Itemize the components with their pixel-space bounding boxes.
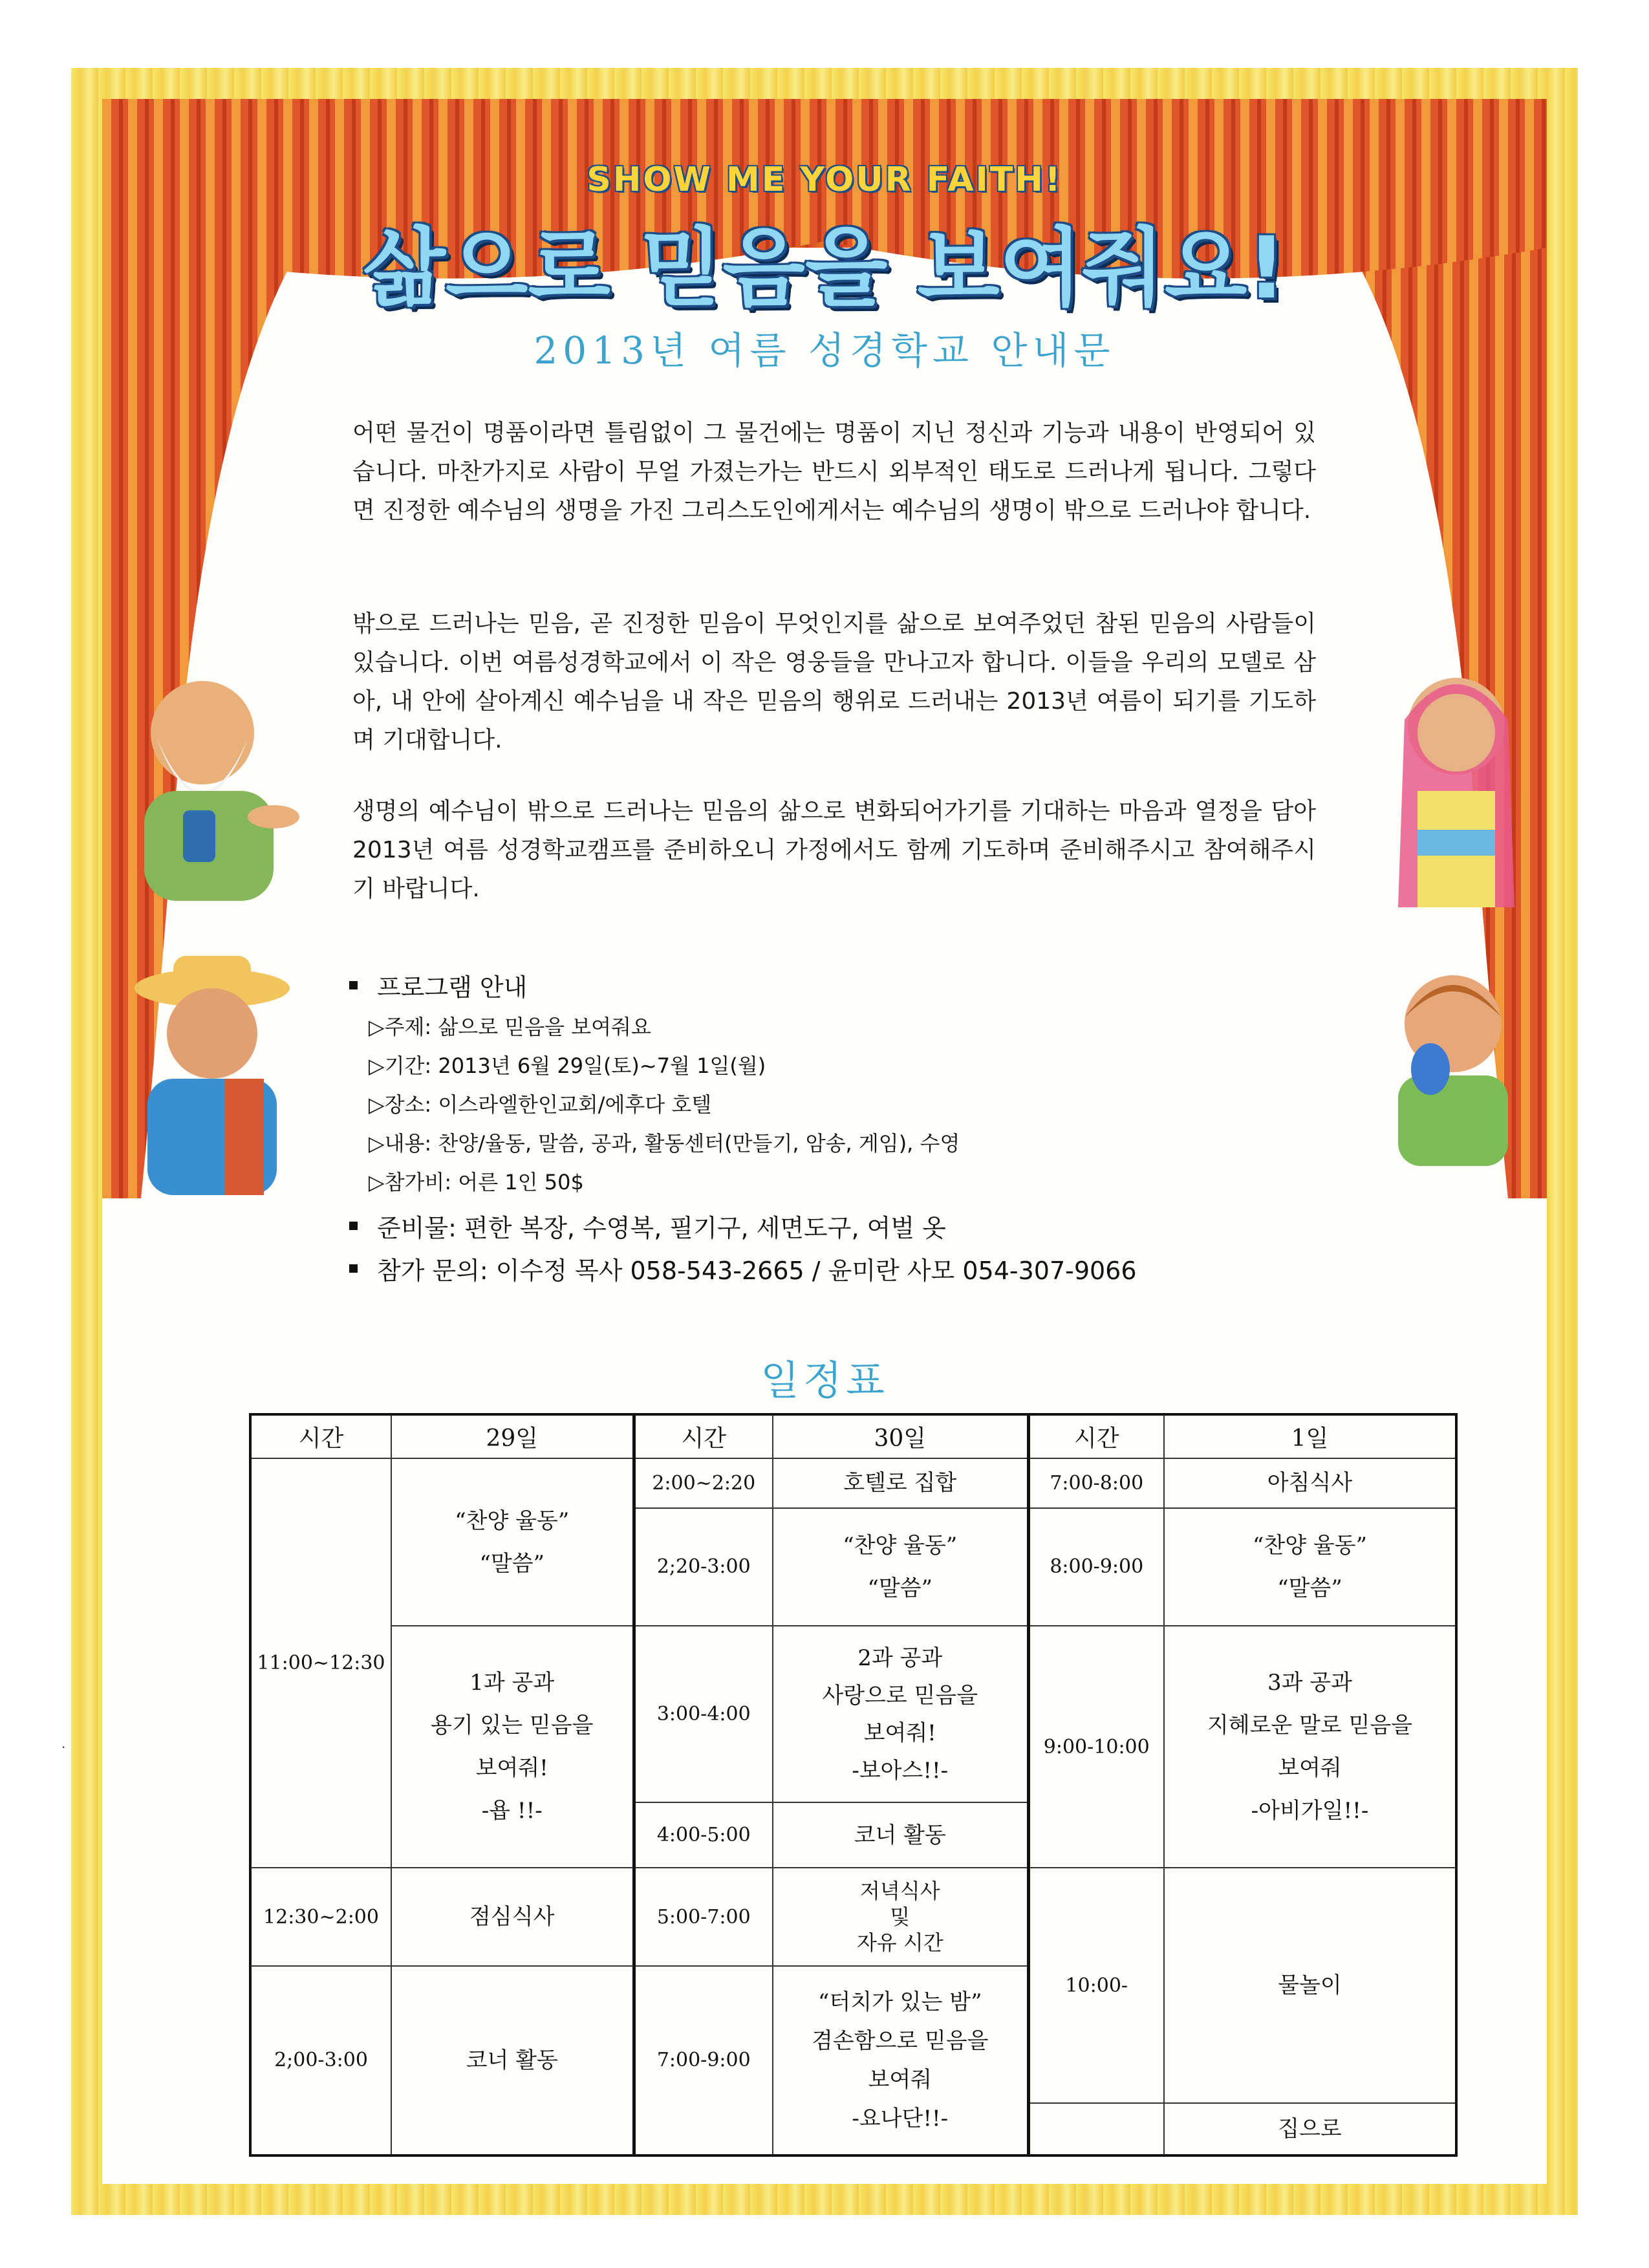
activity-line: 보여줘! <box>863 1720 936 1746</box>
d3-activity-5: 집으로 <box>1164 2103 1456 2155</box>
d1-activity-1 <box>391 1458 634 1626</box>
activity-line: 자유 시간 <box>856 1930 943 1956</box>
d1-activity-2 <box>391 1626 634 1868</box>
d3-activity-3 <box>1164 1626 1456 1868</box>
program-item: ▷기간: 2013년 6월 29일(토)~7월 1일(월) <box>369 1053 766 1078</box>
program-heading-row <box>349 964 1384 1006</box>
d2-time-2: 2;20-3:00 <box>634 1508 773 1626</box>
d1-activity-4: 코너 활동 <box>391 1966 634 2155</box>
activity-line: “말씀” <box>867 1575 932 1601</box>
d2-time-6: 7:00-9:00 <box>634 1966 773 2155</box>
old-man-character-icon <box>118 662 312 907</box>
activity-line: 지혜로운 말로 믿음을 <box>1207 1712 1413 1739</box>
d3-activity-2 <box>1164 1508 1456 1626</box>
program-heading: 프로그램 안내 <box>377 973 528 1002</box>
activity-line: -아비가일!!- <box>1251 1798 1369 1824</box>
program-info <box>349 964 1384 1290</box>
bullet-icon <box>349 1264 358 1273</box>
supplies-text: 준비물: 편한 복장, 수영복, 필기구, 세면도구, 여벌 옷 <box>377 1213 946 1242</box>
d2-time-5: 5:00-7:00 <box>634 1868 773 1966</box>
d2-time-1: 2:00~2:20 <box>634 1458 773 1508</box>
title-korean: 삶으로 믿음을 보여줘요! <box>363 219 1286 318</box>
d2-activity-4: 코너 활동 <box>773 1802 1028 1868</box>
contact-text: 참가 문의: 이수정 목사 058-543-2665 / 윤미란 사모 054-307-9066 <box>377 1256 1137 1285</box>
d2-time-4: 4:00-5:00 <box>634 1802 773 1868</box>
activity-line: “터치가 있는 밤” <box>818 1989 982 2015</box>
d2-activity-5 <box>773 1868 1028 1966</box>
activity-line: 1과 공과 <box>469 1670 555 1696</box>
schedule-table <box>249 1413 1458 2157</box>
d3-activity-4: 물놀이 <box>1164 1868 1456 2103</box>
intro-paragraph-2: 밖으로 드러나는 믿음, 곧 진정한 믿음이 무엇인지를 삶으로 보여주었던 참된 믿음의 사람들이 있습니다. 이번 여름성경학교에서 이 작은 영웅들을 만나고자 합니다. 이들을 우리의 모델로 삼아, 내 안에 살아계신 예수님을 내 작은 믿음의 행위로 드러내는 2013년 여름이 되기를 기도하며 기대합니다. <box>352 610 1316 753</box>
activity-line: 3과 공과 <box>1267 1670 1352 1696</box>
program-item: ▷내용: 찬양/율동, 말씀, 공과, 활동센터(만들기, 암송, 게임), 수영 <box>369 1131 960 1156</box>
header-time: 시간 <box>634 1414 773 1458</box>
activity-line: 보여줘! <box>475 1755 548 1782</box>
activity-line: “말씀” <box>1277 1575 1342 1601</box>
header-time: 시간 <box>250 1414 391 1458</box>
activity-line: 2과 공과 <box>857 1645 943 1671</box>
activity-line: 보여줘 <box>1278 1755 1342 1782</box>
activity-line: “말씀” <box>479 1550 544 1577</box>
d3-activity-1: 아침식사 <box>1164 1458 1456 1508</box>
activity-line: -욥 !!- <box>481 1798 543 1824</box>
activity-line: “찬양 율동” <box>843 1532 958 1559</box>
d2-activity-1: 호텔로 집합 <box>773 1458 1028 1508</box>
activity-line: “찬양 율동” <box>455 1507 570 1534</box>
woman-character-icon <box>1379 636 1534 907</box>
bullet-icon <box>349 1222 358 1230</box>
activity-line: 보여줘 <box>868 2066 932 2093</box>
activity-line: 및 <box>890 1905 911 1930</box>
header-day-30: 30일 <box>773 1414 1028 1458</box>
header-day-1: 1일 <box>1164 1414 1456 1458</box>
contact-row <box>349 1247 1384 1290</box>
program-item: ▷참가비: 어른 1인 50$ <box>369 1170 584 1194</box>
notice-subtitle: 2013년 여름 성경학교 안내문 <box>534 329 1116 373</box>
header-time: 시간 <box>1028 1414 1164 1458</box>
activity-line: 용기 있는 믿음을 <box>430 1712 594 1739</box>
activity-line: -요나단!!- <box>852 2105 949 2132</box>
program-item: ▷주제: 삶으로 믿음을 보여줘요 <box>369 1015 651 1039</box>
intro-paragraph-3: 생명의 예수님이 밖으로 드러나는 믿음의 삶으로 변화되어가기를 기대하는 마음과 열정을 담아 2013년 여름 성경학교캠프를 준비하오니 가정에서도 함께 기도하며 준비해주시고 참여해주시기 바랍니다. <box>352 798 1316 902</box>
d3-time-1: 7:00-8:00 <box>1028 1458 1164 1508</box>
supplies-row <box>349 1204 1384 1247</box>
scan-mark: · <box>61 1740 66 1755</box>
boy-character-icon <box>1379 953 1527 1166</box>
activity-line: 저녁식사 <box>859 1879 940 1904</box>
d2-activity-6 <box>773 1966 1028 2155</box>
d2-activity-3 <box>773 1626 1028 1802</box>
activity-line: 사랑으로 믿음을 <box>822 1682 978 1709</box>
d1-time-3: 2;00-3:00 <box>250 1966 391 2155</box>
header-day-29: 29일 <box>391 1414 634 1458</box>
hat-man-character-icon <box>128 949 296 1195</box>
activity-line: -보아스!!- <box>852 1757 949 1784</box>
d2-activity-2 <box>773 1508 1028 1626</box>
schedule-title: 일정표 <box>760 1357 889 1404</box>
d2-time-3: 3:00-4:00 <box>634 1626 773 1802</box>
activity-line: “찬양 율동” <box>1253 1532 1367 1559</box>
d1-time-1: 11:00~12:30 <box>250 1458 391 1868</box>
d3-time-3: 9:00-10:00 <box>1028 1626 1164 1868</box>
d1-time-2: 12:30~2:00 <box>250 1868 391 1966</box>
d1-activity-3: 점심식사 <box>391 1868 634 1966</box>
bullet-icon <box>349 981 358 989</box>
d3-time-2: 8:00-9:00 <box>1028 1508 1164 1626</box>
intro-paragraph-1: 어떤 물건이 명품이라면 틀림없이 그 물건에는 명품이 지닌 정신과 기능과 내용이 반영되어 있습니다. 마찬가지로 사람이 무얼 가졌는가는 반드시 외부적인 태도로 드러나게 됩니다. 그렇다면 진정한 예수님의 생명을 가진 그리스도인에게서는 예수님의 생명이 밖으로 드러나야 합니다. <box>352 420 1316 524</box>
d3-time-5 <box>1028 2103 1164 2155</box>
d3-time-4: 10:00- <box>1028 1868 1164 2103</box>
program-item: ▷장소: 이스라엘한인교회/에후다 호텔 <box>369 1092 712 1117</box>
title-english: SHOW ME YOUR FAITH! <box>587 160 1062 199</box>
activity-line: 겸손함으로 믿음을 <box>811 2027 989 2054</box>
table-header-row <box>250 1414 1456 1458</box>
